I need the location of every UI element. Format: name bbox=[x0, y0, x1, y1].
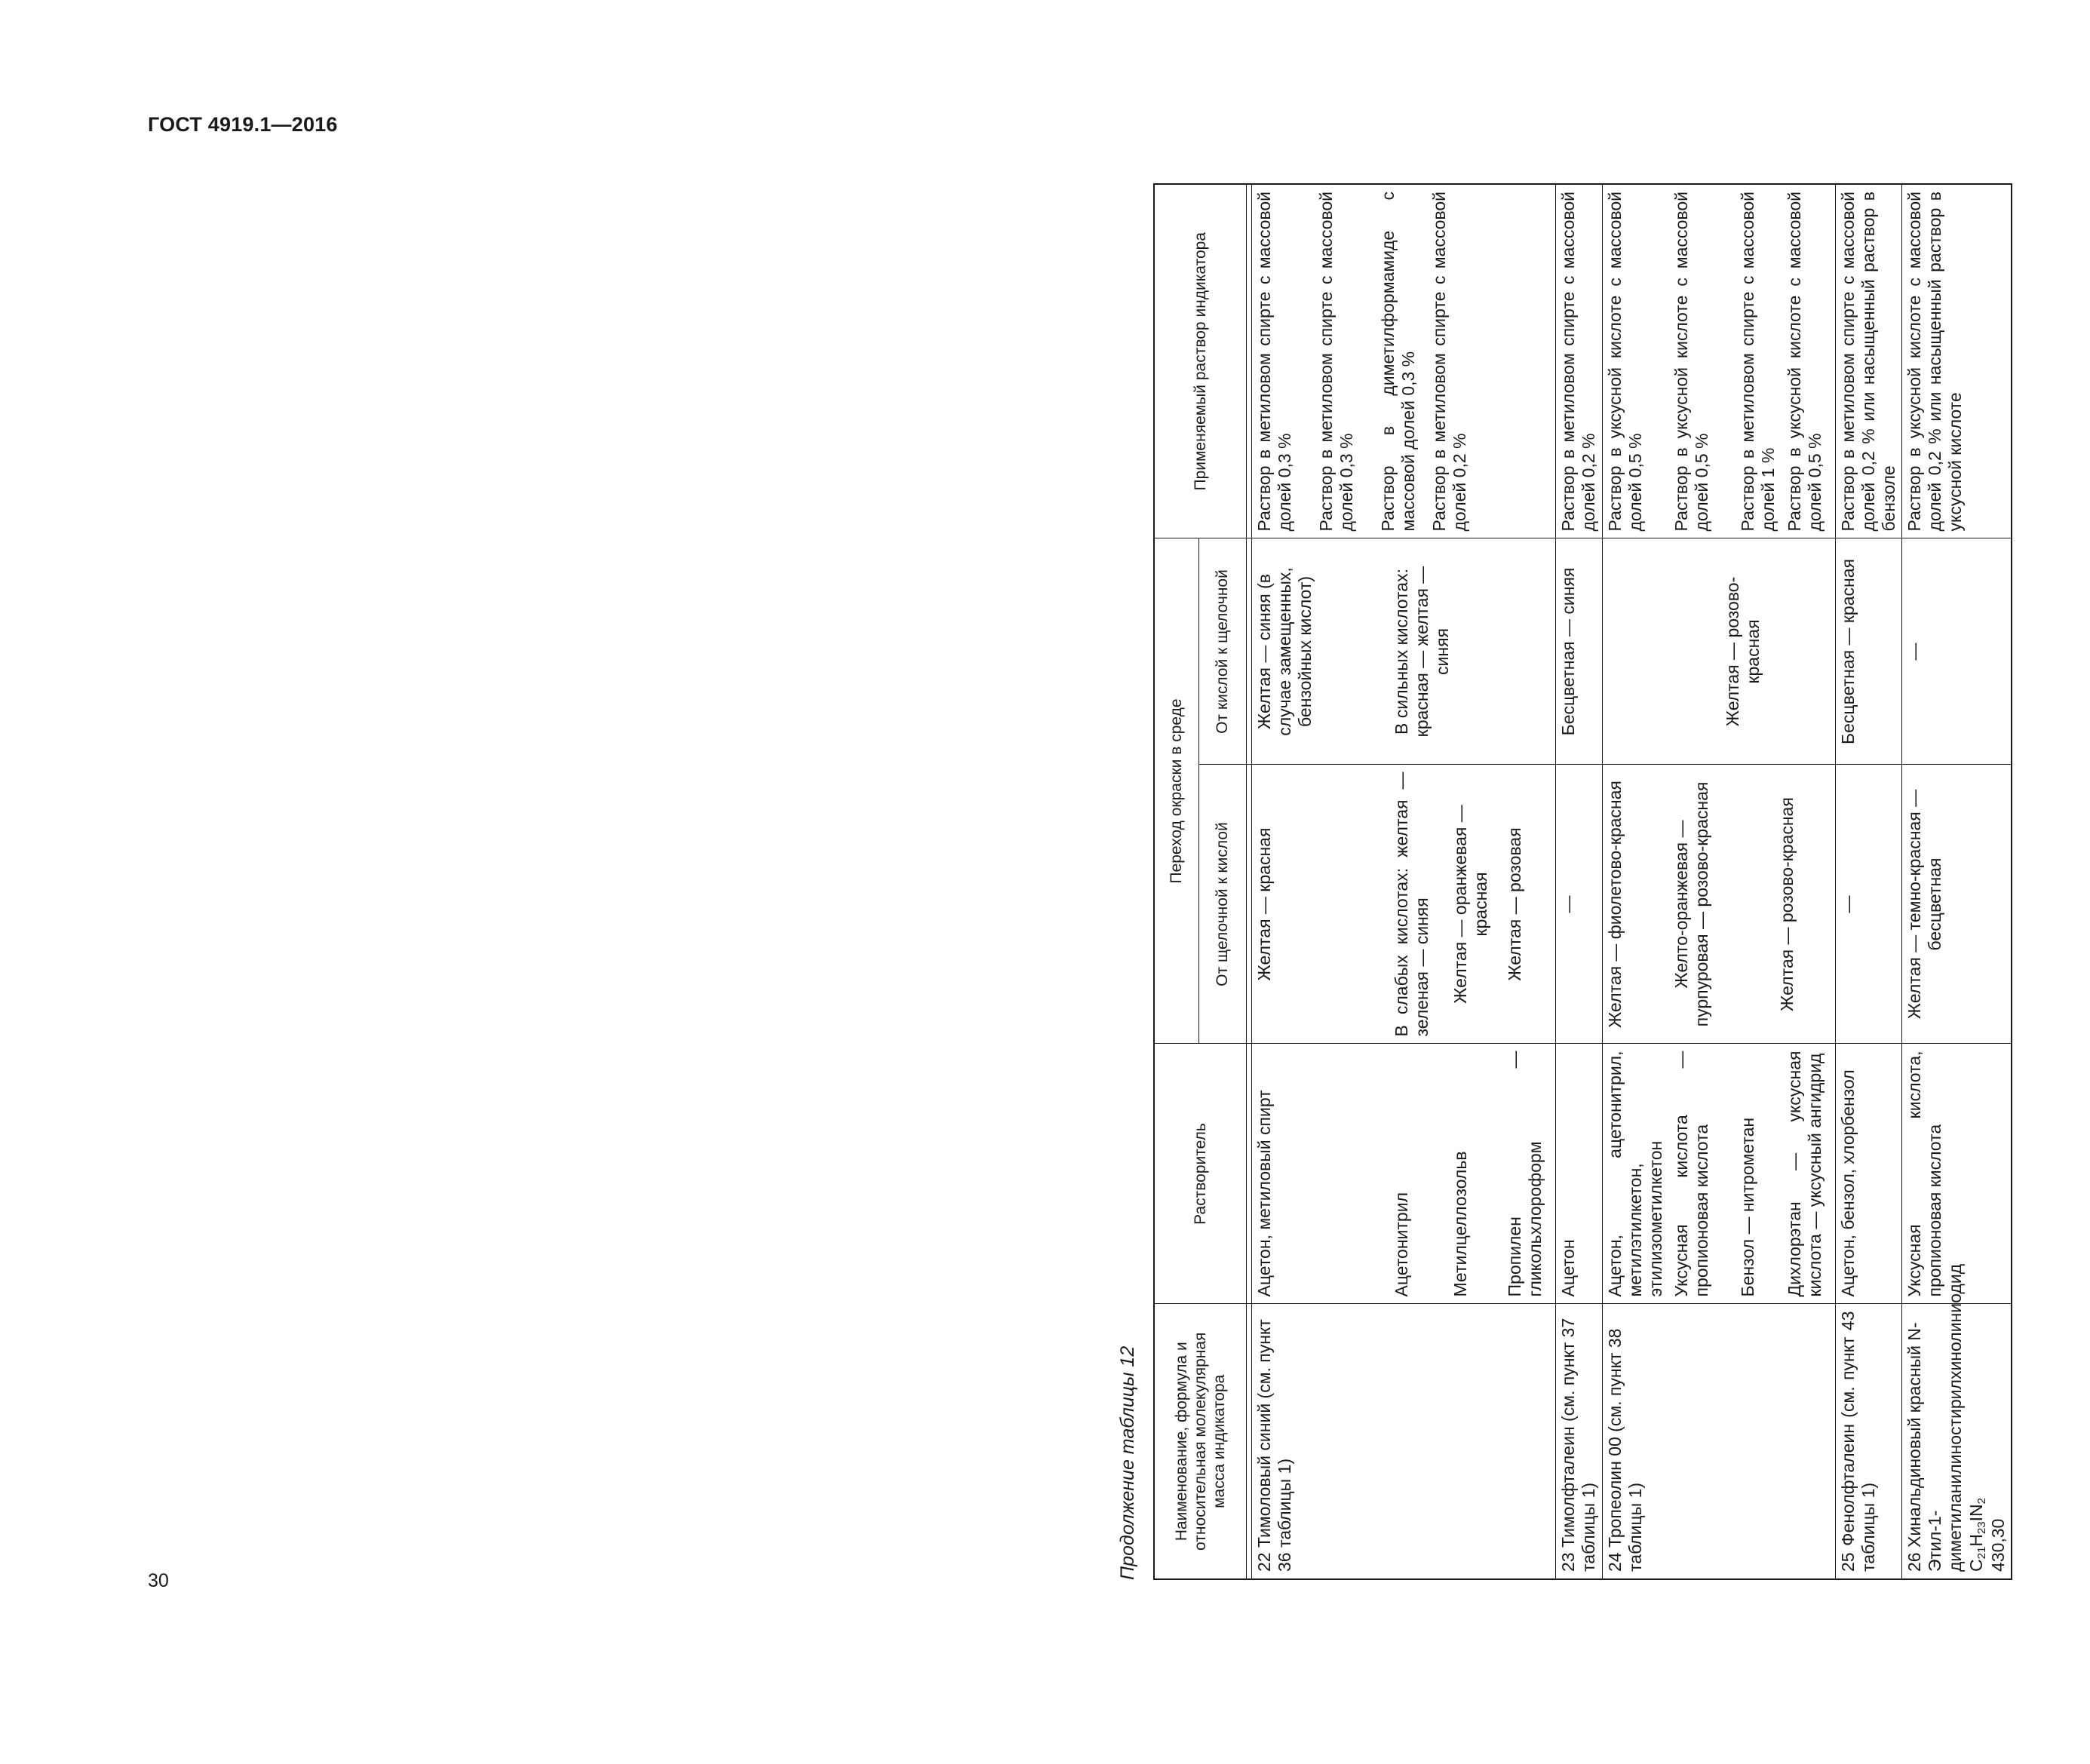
alk-acid-cell: — bbox=[1556, 765, 1602, 1044]
solvent-entry: Ацетон, ацетонитрил, метилэтилкетон, этилизометилкетон bbox=[1604, 1051, 1665, 1297]
table-caption: Продолжение таблицы 12 bbox=[1117, 1345, 1138, 1580]
indicator-table bbox=[1153, 183, 2012, 1580]
solution-entry: Раствор в уксусной кислоте с массовой долей 0,5 % bbox=[1604, 191, 1645, 532]
rotated-table-page bbox=[1117, 185, 2090, 1580]
acid-alk-cell bbox=[1602, 538, 1835, 765]
solvent-cell: Ацетон bbox=[1556, 1044, 1602, 1304]
acid-alk-cell: — bbox=[1902, 538, 2012, 765]
indicator-name bbox=[1902, 1263, 2012, 1579]
solvent-entry: Бензол — нитрометан bbox=[1737, 1117, 1757, 1297]
transition-entry: Желтая — розово-красная bbox=[1776, 797, 1797, 1011]
table-row bbox=[1556, 184, 1602, 1579]
acid-alk-cell: Бесцветная — красная bbox=[1835, 538, 1901, 765]
table-row bbox=[1602, 184, 1835, 1579]
solvent-entry: Метилцеллозольв bbox=[1450, 1151, 1470, 1297]
transition-entry: Желто-оранжевая — пурпуровая — розово-красная bbox=[1671, 781, 1711, 1027]
transition-entry: В слабых кислотах: желтая — зеленая — синяя bbox=[1392, 772, 1432, 1037]
solvent-entry: Ацетонитрил bbox=[1392, 1192, 1411, 1297]
alk-acid-cell bbox=[1252, 765, 1556, 1044]
solvent-cell: Уксусная кислота, пропионовая кислота bbox=[1902, 1044, 2012, 1304]
col-header-alk-to-acid: От щелочной к кислой bbox=[1199, 765, 1247, 1044]
solvent-entry: Уксусная кислота — пропионовая кислота bbox=[1671, 1051, 1711, 1297]
indicator-name-text: 26 Хинальдиновый красный N-Этил-1-диметиланилиностирилхинолиниодид bbox=[1904, 1263, 1966, 1572]
table-row bbox=[1835, 184, 1901, 1579]
page-number: 30 bbox=[148, 1570, 169, 1591]
molecular-mass: 430,30 bbox=[1988, 1518, 2009, 1572]
solvent-cell bbox=[1602, 1044, 1835, 1304]
acid-alk-cell bbox=[1252, 538, 1556, 765]
header-separator bbox=[1247, 184, 1252, 1579]
solution-cell: Раствор в метиловом спирте с массовой долей 0,2 % или насыщенный раствор в бензоле bbox=[1835, 184, 1901, 538]
solution-entry: Раствор в уксусной кислоте с массовой долей 0,5 % bbox=[1784, 191, 1825, 532]
indicator-name: 23 Тимолфталеин (см. пункт 37 таблицы 1) bbox=[1556, 1304, 1602, 1579]
solution-entry: Раствор в метиловом спирте с массовой долей 1 % bbox=[1737, 191, 1778, 532]
table-row bbox=[1252, 184, 1556, 1579]
solution-cell bbox=[1252, 184, 1556, 538]
solvent-entry: Дихлорэтан — уксусная кислота — уксусный ангидрид bbox=[1784, 1051, 1825, 1297]
table-row bbox=[1902, 184, 2012, 1579]
solution-entry: Раствор в уксусной кислоте с массовой долей 0,5 % bbox=[1671, 191, 1711, 532]
transition-entry: В сильных кислотах: красная — желтая — синяя bbox=[1392, 566, 1453, 738]
solvent-cell: Ацетон, бензол, хлорбензол bbox=[1835, 1044, 1901, 1304]
indicator-name: 22 Тимоловый синий (см. пункт 36 таблицы 1) bbox=[1252, 1304, 1556, 1579]
transition-entry: Желтая — синяя (в случае замещенных, бензойных кислот) bbox=[1254, 567, 1315, 736]
document-header: ГОСТ 4919.1—2016 bbox=[148, 113, 338, 136]
transition-entry: Желтая — оранжевая — красная bbox=[1450, 805, 1491, 1004]
transition-entry: Желтая — розово-красная bbox=[1722, 576, 1763, 727]
col-header-solution: Применяемый раствор индикатора bbox=[1154, 184, 1247, 538]
col-header-name: Наименование, формула и относительная молекулярная масса индикатора bbox=[1154, 1304, 1247, 1579]
col-header-acid-to-alk: От кислой к щелочной bbox=[1199, 538, 1247, 765]
acid-alk-cell: Бесцветная — синяя bbox=[1556, 538, 1602, 765]
alk-acid-cell bbox=[1602, 765, 1835, 1044]
transition-entry: Желтая — фиолетово-красная bbox=[1604, 781, 1625, 1028]
alk-acid-cell: — bbox=[1835, 765, 1901, 1044]
alk-acid-cell: Желтая — темно-красная — бесцветная bbox=[1902, 765, 2012, 1044]
solvent-cell bbox=[1252, 1044, 1556, 1304]
solvent-entry: Пропилен — гликольхлороформ bbox=[1505, 1051, 1545, 1297]
solution-cell: Раствор в метиловом спирте с массовой долей 0,2 % bbox=[1556, 184, 1602, 538]
transition-entry: Желтая — розовая bbox=[1505, 827, 1524, 981]
transition-entry: Желтая — красная bbox=[1254, 827, 1274, 981]
indicator-name: 24 Тропеолин 00 (см. пункт 38 таблицы 1) bbox=[1602, 1304, 1835, 1579]
solution-cell bbox=[1602, 184, 1835, 538]
col-header-solvent: Растворитель bbox=[1154, 1044, 1247, 1304]
indicator-name: 25 Фенолфталеин (см. пункт 43 таблицы 1) bbox=[1835, 1304, 1901, 1579]
solution-entry: Раствор в метиловом спирте с массовой долей 0,3 % bbox=[1254, 191, 1295, 532]
solution-entry: Раствор в диметилформамиде с массовой долей 0,3 % bbox=[1378, 191, 1419, 532]
solution-cell: Раствор в уксусной кислоте с массовой долей 0,2 % или насыщенный раствор в уксусной кислоте bbox=[1902, 184, 2012, 538]
chemical-formula: $C_{21}H_{23}IN_2$ bbox=[1966, 1498, 1988, 1572]
col-header-transition: Переход окраски в среде bbox=[1154, 538, 1199, 1044]
solution-entry: Раствор в метиловом спирте с массовой долей 0,3 % bbox=[1316, 191, 1357, 532]
solution-entry: Раствор в метиловом спирте с массовой долей 0,2 % bbox=[1429, 191, 1470, 532]
solvent-entry: Ацетон, метиловый спирт bbox=[1254, 1090, 1274, 1297]
